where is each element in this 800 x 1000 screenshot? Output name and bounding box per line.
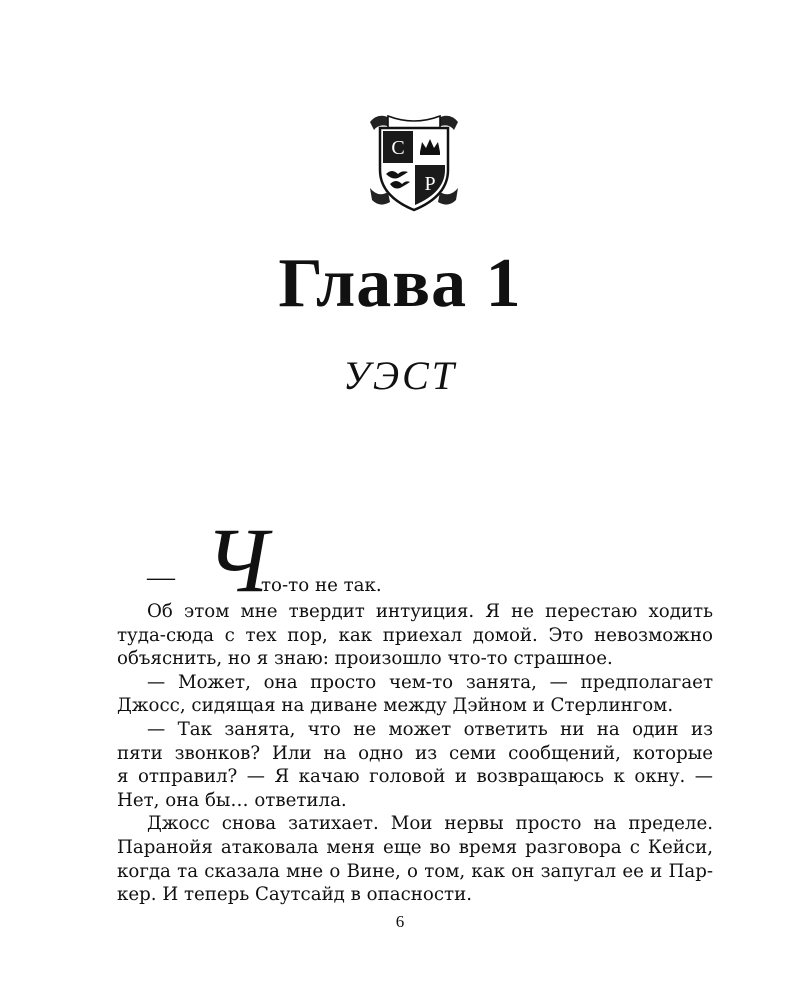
crest-letter-c: C bbox=[391, 137, 405, 159]
text-line: Нет, она бы… ответила. bbox=[117, 789, 347, 811]
text-line: я отправил? — Я качаю головой и возвращаюсь к окну. — bbox=[117, 766, 713, 788]
first-line-text: то-то не так. bbox=[261, 575, 382, 596]
text-line: Джосс, сидящая на диване между Дэйном и Стерлингом. bbox=[117, 695, 674, 717]
body-text bbox=[117, 509, 713, 907]
text-line: Паранойя атаковала меня еще во время разговора с Кейси, bbox=[117, 836, 713, 858]
paragraph bbox=[117, 812, 713, 906]
paragraph bbox=[117, 718, 713, 812]
crest-logo bbox=[368, 108, 460, 214]
text-line: объяснить, но я знаю: произошло что-то страшное. bbox=[117, 648, 613, 670]
chapter-subtitle: УЭСТ bbox=[342, 353, 458, 398]
text-line: кер. И теперь Саутсайд в опасности. bbox=[117, 884, 473, 906]
text-line: когда та сказала мне о Вине, о том, как он запугал ее и Пар- bbox=[117, 860, 713, 882]
text-line: Об этом мне твердит интуиция. Я не перестаю ходить bbox=[147, 601, 713, 622]
paragraphs bbox=[117, 600, 713, 907]
first-line bbox=[117, 509, 713, 611]
dropcap-letter: Ч bbox=[205, 509, 269, 611]
chapter-title: Глава 1 bbox=[278, 245, 522, 322]
paragraph bbox=[117, 671, 713, 718]
text-line: туда-сюда с тех пор, как приехал домой. Это невозможно bbox=[117, 624, 713, 646]
page-number: 6 bbox=[395, 912, 405, 931]
text-line: — Может, она просто чем-то занята, — предполагает bbox=[147, 671, 713, 693]
text-line: — Так занята, что не может ответить ни на один из bbox=[147, 718, 713, 740]
text-line: Джосс снова затихает. Мои нервы просто на пределе. bbox=[147, 813, 713, 835]
dropcap-dash: — bbox=[147, 562, 175, 593]
crest-letter-p: P bbox=[424, 173, 436, 195]
text-line: пяти звонков? Или на одно из семи сообщений, которые bbox=[117, 742, 713, 764]
